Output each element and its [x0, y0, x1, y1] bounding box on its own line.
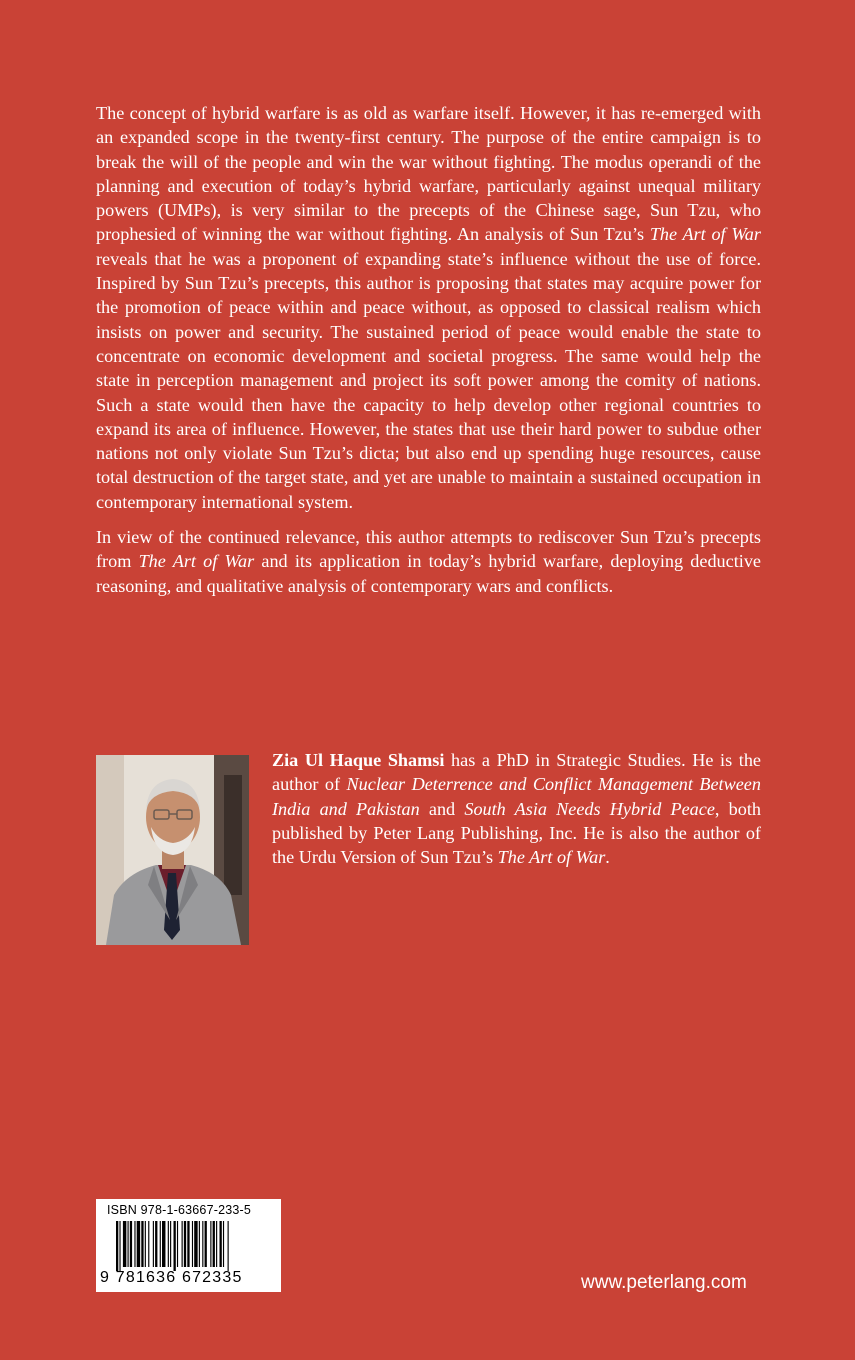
barcode-bar [194, 1221, 197, 1267]
barcode-bar [228, 1221, 229, 1271]
barcode-bar [205, 1221, 207, 1267]
isbn-barcode [96, 1199, 281, 1292]
barcode-bar [155, 1221, 157, 1267]
barcode-bar [130, 1221, 132, 1267]
text-run: , both published by Peter Lang Publishing, Inc. He is also the author of the Urdu Version of Sun Tzu’s [272, 798, 761, 868]
barcode-bar [182, 1221, 183, 1267]
text-run: and [419, 798, 465, 819]
barcode-bar [213, 1221, 215, 1267]
author-photo [96, 755, 249, 945]
barcode-bar [220, 1221, 222, 1267]
barcode-bar [128, 1221, 129, 1267]
text-run: . [605, 847, 610, 868]
barcode-bar [145, 1221, 146, 1267]
text-run: and its application in today’s hybrid warfare, deploying deductive reasoning, and qualitative analysis of contemporary wars and conflicts. [96, 551, 761, 596]
author-bio [272, 748, 761, 869]
text-run: has a PhD in Strategic Studies. He is the author of [272, 750, 761, 795]
italic-title: Nuclear Deterrence and Conflict Management Between India and Pakistan [272, 774, 761, 819]
barcode-bar [170, 1221, 171, 1267]
text-run: In view of the continued relevance, this author attempts to rediscover Sun Tzu’s precepts from [96, 527, 761, 572]
barcode-bar [168, 1221, 169, 1267]
barcode-bar [162, 1221, 165, 1267]
barcode-bar [141, 1221, 143, 1267]
barcode-bar [148, 1221, 149, 1267]
italic-title: The Art of War [138, 551, 255, 572]
barcode-bar [192, 1221, 193, 1267]
barcode-bar [210, 1221, 211, 1267]
barcode-bar [184, 1221, 186, 1267]
barcode-bar [187, 1221, 189, 1267]
text-run: reveals that he was a proponent of expanding state’s influence without the use of force. Inspired by Sun Tzu’s precepts, this author is proposing that states may acquire power for the promotion of peace within and peace without, as opposed to classical realism which insists on power and security. The sustained period of peace would enable the state to concentrate on economic development and societal progress. The same would help the state in perception management and project its soft power among the comity of nations. Such a state would then have the capacity to help develop other regional countries to expand its area of influence. However, the states that use their hard power to subdue other nations not only violate Sun Tzu’s dicta; but also end up spending huge resources, cause total destruction of the target state, and yet are unable to maintain a sustained occupation in contemporary international system. [96, 248, 761, 512]
back-cover-blurb [96, 101, 761, 608]
publisher-website[interactable]: www.peterlang.com [581, 1272, 747, 1293]
author-name: Zia Ul Haque Shamsi [272, 750, 445, 770]
barcode-bar [116, 1221, 118, 1271]
barcode-bar [137, 1221, 140, 1267]
blurb-paragraph-2 [96, 525, 761, 598]
blurb-paragraph-1 [96, 101, 761, 514]
barcode-bar [223, 1221, 224, 1267]
barcode-bar [174, 1221, 176, 1271]
barcode-bar [119, 1221, 120, 1271]
text-run: The concept of hybrid warfare is as old as warfare itself. However, it has re-emerged with an expanded scope in the twenty-first century. The purpose of the entire campaign is to break the will of the people and win the war without fighting. The modus operandi of the planning and execution of today’s hybrid warfare, particularly against unequal military powers (UMPs), is very similar to the precepts of the Chinese sage, Sun Tzu, who prophesied of winning the war without fighting. An analysis of Sun Tzu’s [96, 103, 761, 245]
barcode-number: 9 781636 672335 [100, 1269, 243, 1286]
barcode-bar [134, 1221, 135, 1267]
italic-title: The Art of War [497, 847, 606, 868]
barcode-bar [199, 1221, 200, 1267]
barcode-bar [216, 1221, 217, 1267]
barcode-bar [123, 1221, 126, 1267]
italic-title: The Art of War [649, 224, 761, 245]
barcode-bar [153, 1221, 154, 1267]
italic-title: South Asia Needs Hybrid Peace [464, 798, 715, 819]
barcode-bar [202, 1221, 203, 1267]
barcode-bar [177, 1221, 178, 1267]
barcode-bar [160, 1221, 161, 1267]
isbn-label: ISBN 978-1-63667-233-5 [107, 1203, 252, 1217]
